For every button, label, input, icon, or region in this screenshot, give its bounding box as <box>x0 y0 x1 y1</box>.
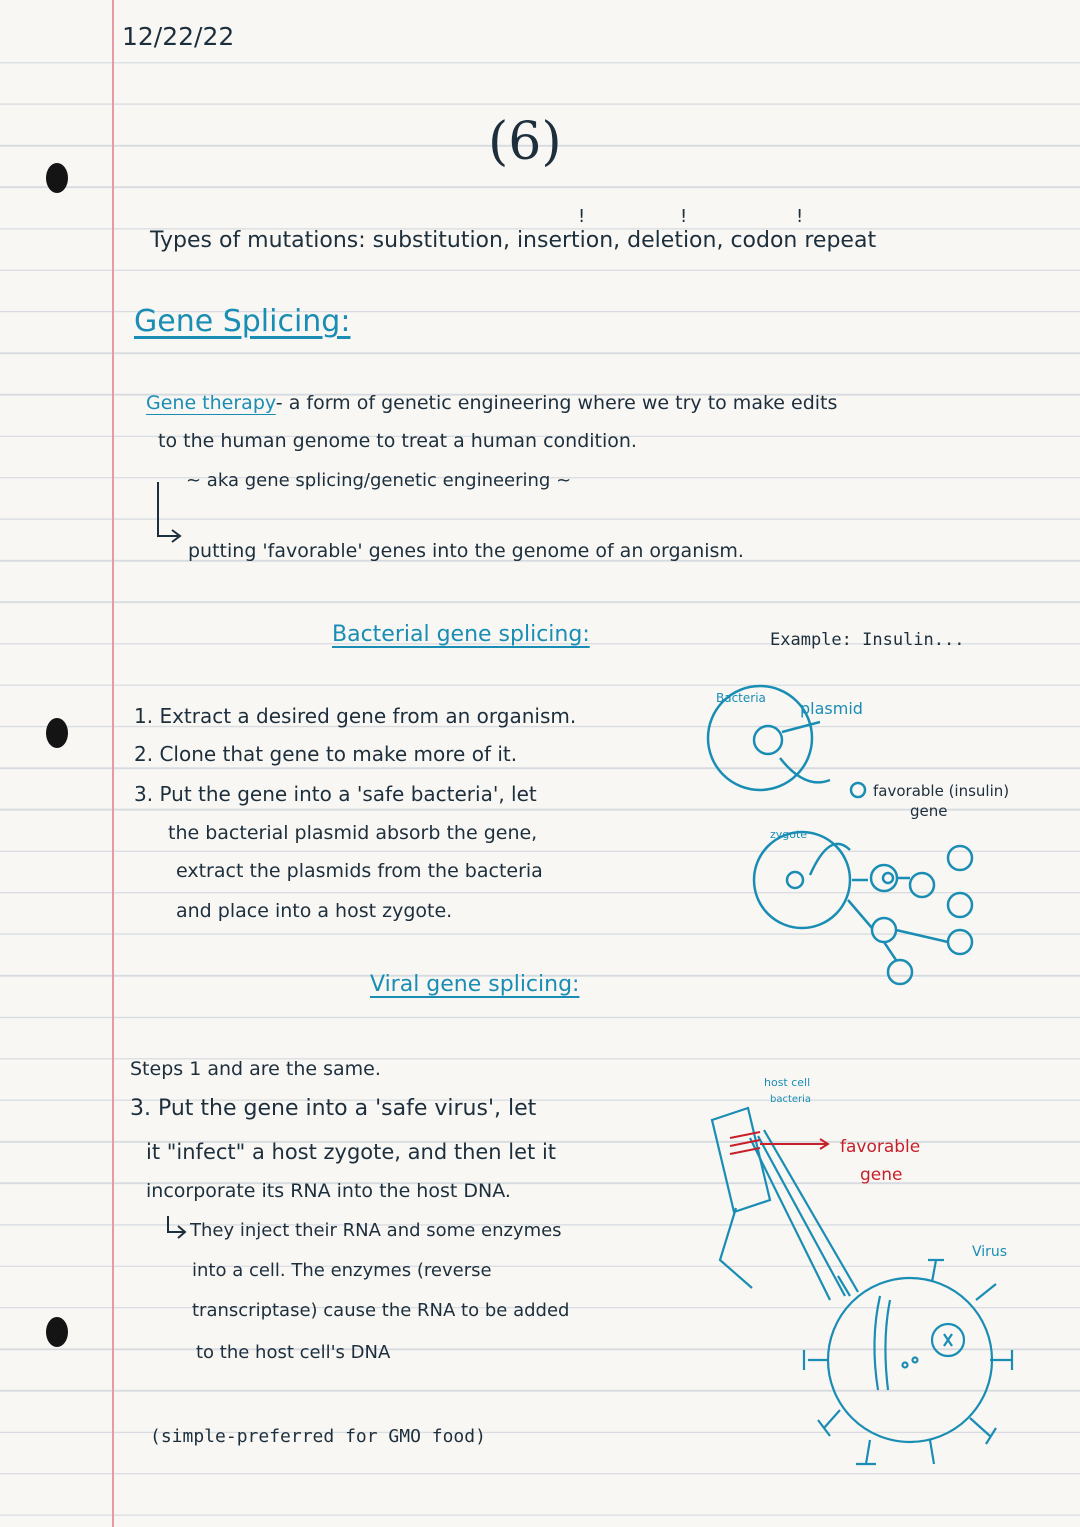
favorable-label: favorable <box>840 1137 921 1157</box>
emphasis-mark: ! <box>796 206 804 227</box>
bracket-arrow-icon <box>150 478 190 558</box>
page-number: (6) <box>488 112 562 172</box>
virus-label: Virus <box>972 1244 1008 1260</box>
viral-note: into a cell. The enzymes (reverse <box>192 1260 492 1281</box>
gene-therapy-def-2: to the human genome to treat a human condition. <box>158 430 637 452</box>
punch-hole <box>46 163 68 193</box>
punch-hole <box>46 718 68 748</box>
viral-step-3-cont: incorporate its RNA into the host DNA. <box>146 1180 511 1202</box>
bacterial-step-3-cont: the bacterial plasmid absorb the gene, <box>168 822 538 844</box>
bacterial-step-3-cont: extract the plasmids from the bacteria <box>176 860 543 882</box>
viral-step-3: 3. Put the gene into a 'safe virus', let <box>130 1096 537 1121</box>
mutations-line: Types of mutations: substitution, insertion, deletion, codon repeat <box>150 228 877 253</box>
arrow-icon <box>160 1214 190 1244</box>
emphasis-mark: ! <box>680 206 688 227</box>
bacterial-step-3-cont: and place into a host zygote. <box>176 900 453 922</box>
steps-same: Steps 1 and are the same. <box>130 1058 381 1080</box>
example-insulin: Example: Insulin... <box>770 630 965 650</box>
gene-therapy-term: Gene therapy <box>146 392 276 414</box>
date: 12/22/22 <box>122 22 235 51</box>
gene-label: gene <box>860 1165 903 1185</box>
bacteria-label: bacteria <box>770 1094 812 1105</box>
bacterial-heading: Bacterial gene splicing: <box>332 622 590 647</box>
bacterial-diagram <box>690 680 1060 1010</box>
bacterial-step-3: 3. Put the gene into a 'safe bacteria', let <box>134 782 537 806</box>
aka-note: ~ aka gene splicing/genetic engineering ~ <box>186 470 572 491</box>
viral-heading: Viral gene splicing: <box>370 972 580 997</box>
bacterial-step-2: 2. Clone that gene to make more of it. <box>134 742 518 766</box>
emphasis-mark: ! <box>578 206 586 227</box>
viral-note: to the host cell's DNA <box>196 1342 391 1363</box>
viral-diagram <box>700 1060 1050 1480</box>
viral-note: They inject their RNA and some enzymes <box>190 1220 562 1241</box>
gene-therapy-def-1: - a form of genetic engineering where we try to make edits <box>275 392 838 414</box>
gene-label: gene <box>910 802 948 820</box>
plasmid-label: plasmid <box>800 699 863 718</box>
gene-splicing-heading: Gene Splicing: <box>134 304 351 339</box>
favorable-insulin-label: favorable (insulin) <box>873 782 1010 800</box>
bacterial-step-1: 1. Extract a desired gene from an organism. <box>134 704 577 728</box>
zygote-label: zygote <box>770 828 808 841</box>
host-cell-label: host cell <box>764 1076 811 1089</box>
gmo-footnote: (simple-preferred for GMO food) <box>150 1426 486 1447</box>
viral-note: transcriptase) cause the RNA to be added <box>192 1300 570 1321</box>
gene-therapy-definition <box>146 392 837 414</box>
putting-favorable-genes: putting 'favorable' genes into the genome of an organism. <box>188 540 744 562</box>
margin-line <box>112 0 114 1527</box>
bacteria-label: Bacteria <box>716 691 766 705</box>
punch-hole <box>46 1317 68 1347</box>
viral-step-3-cont: it "infect" a host zygote, and then let it <box>146 1140 557 1164</box>
